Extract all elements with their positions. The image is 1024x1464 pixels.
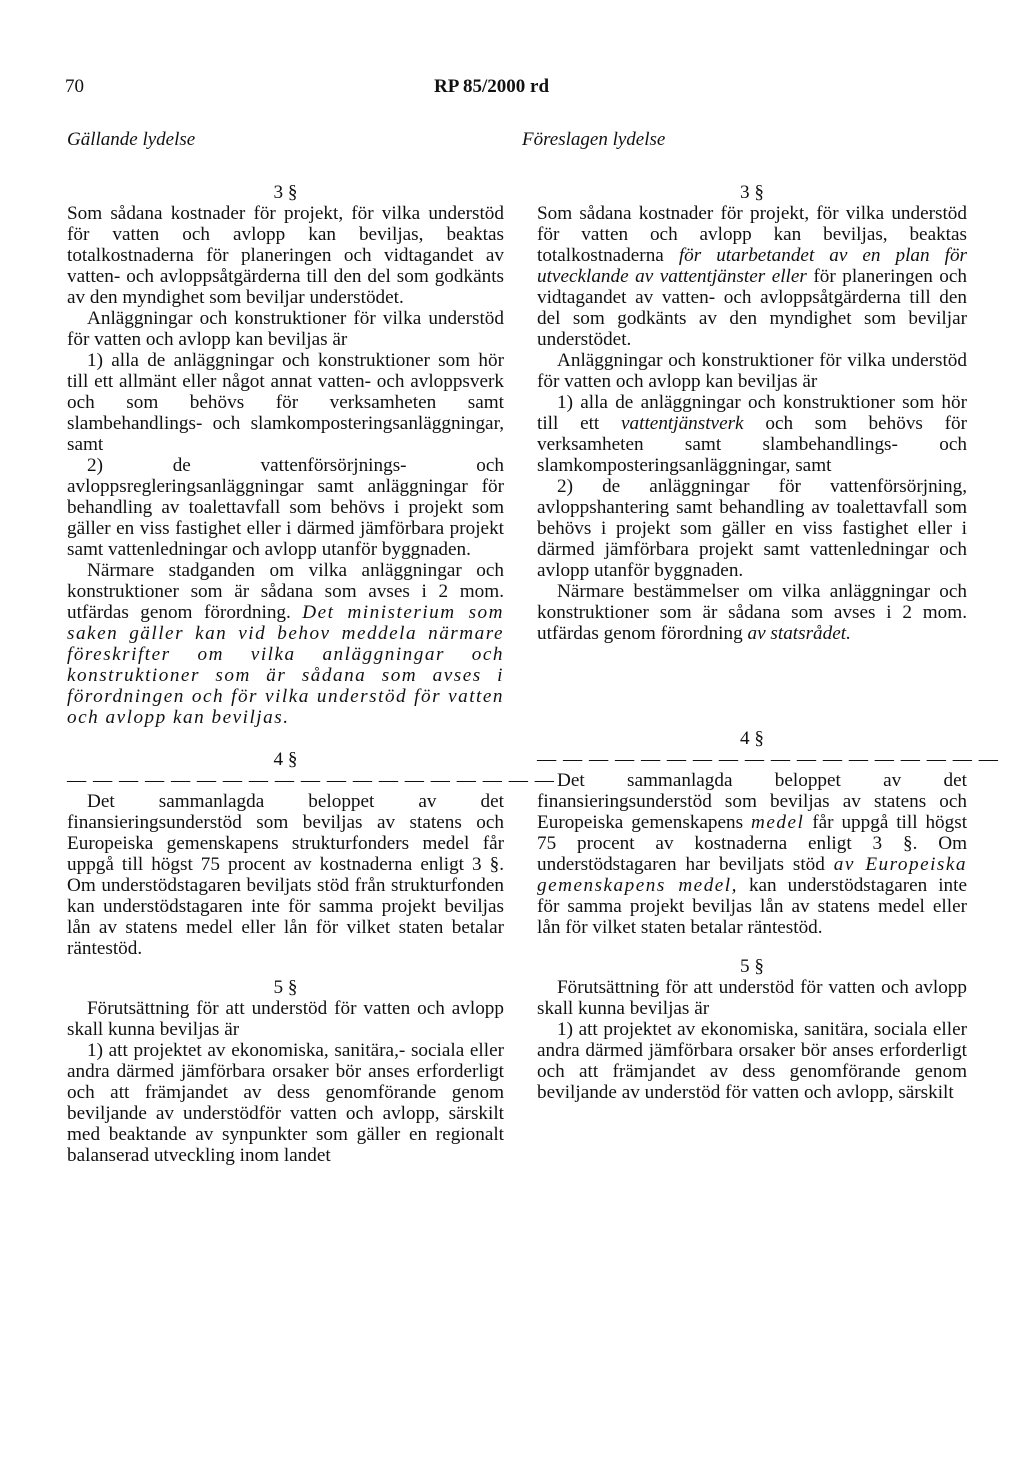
section-5-paragraph-1: Förutsättning för att understöd för vatten och avlopp skall kunna beviljas är bbox=[67, 998, 504, 1040]
section-3-paragraph-2: Anläggningar och konstruktioner för vilka understöd för vatten och avlopp kan beviljas är bbox=[67, 308, 504, 350]
section-5-item-1: 1) att projektet av ekonomiska, sanitära,- sociala eller andra därmed jämförbara orsaker bör anses erforderligt och att främjandet av dess genomförande genom beviljande av understödför vatten och avlopp, särskilt med beaktande av synpunkter som gäller en regionalt balanserad utveckling inom landet bbox=[67, 1040, 504, 1166]
section-3-item-2: 2) de anläggningar för vattenförsörjning, avloppshantering samt behandling av toalettavfall som behövs i projekt som gäller en viss fastighet eller i därmed jämförbara projekt samt vattenledningar och avlopp utanför byggnaden. bbox=[537, 476, 967, 581]
text-run: Som sådana kostnader för projekt, för vilka understöd för vatten och avlopp kan beviljas, beaktas totalkostnaderna bbox=[537, 203, 967, 266]
proposed-wording-column bbox=[537, 182, 999, 1103]
section-5-item-1: 1) att projektet av ekonomiska, sanitära, sociala eller andra därmed jämförbara orsaker bör anses erforderligt och att främjandet av dess genomförande genom beviljande av understöd för vatten och avlopp, särskilt bbox=[537, 1019, 967, 1103]
section-4-title: 4 § bbox=[740, 728, 764, 749]
running-head: RP 85/2000 rd bbox=[434, 76, 550, 97]
section-3-paragraph-3 bbox=[537, 581, 967, 644]
section-3-paragraph-3-italic: Det ministerium som saken gäller kan vid behov meddela närmare föreskrifter om vilka anläggningar och konstruktioner som är sådana som avses i förordningen och för vilka understöd för vatten och avlopp kan beviljas. bbox=[67, 602, 505, 728]
section-3-item-2: 2) de vattenförsörjnings- och avloppsregleringsanläggningar samt anläggningar för behandling av toalettavfall som behövs i projekt som gäller en viss fastighet eller i därmed jämförbara projekt samt vattenledningar och avlopp utanför byggnaden. bbox=[67, 455, 504, 560]
text-run: och som behövs för verksamheten samt slambehandlings- och slamkomposteringsanläggningar, samt bbox=[537, 413, 968, 476]
current-wording-heading: Gällande lydelse bbox=[67, 129, 196, 150]
section-3-paragraph-1: Som sådana kostnader för projekt, för vilka understöd för vatten och avlopp kan beviljas, beaktas totalkostnaderna för planeringen och vidtagandet av vatten- och avloppsåtgärderna till den del som godkänts av den myndighet som beviljar understödet. bbox=[67, 203, 504, 308]
italic-run: för utarbetandet av en plan för utvecklande av vattentjänster eller bbox=[537, 245, 968, 287]
section-3-title: 3 § bbox=[740, 182, 764, 203]
section-3-paragraph-2: Anläggningar och konstruktioner för vilka understöd för vatten och avlopp kan beviljas är bbox=[537, 350, 967, 392]
section-3-paragraph-1 bbox=[537, 203, 967, 350]
text-run: för planeringen och vidtagandet av vatten- och avloppsåtgärderna till den del som godkänts av den myndighet som beviljar understödet. bbox=[537, 266, 968, 350]
section-5-paragraph-1: Förutsättning för att understöd för vatten och avlopp skall kunna beviljas är bbox=[537, 977, 967, 1019]
italic-run: av statsrådet. bbox=[747, 623, 851, 644]
omission-dash-line: — — — — — — — — — — — — — — — — — — bbox=[537, 749, 999, 770]
text-run: Närmare bestämmelser om vilka anläggningar och konstruktioner som är sådana som avses i 2 mom. utfärdas genom förordning bbox=[537, 581, 967, 644]
italic-run: medel bbox=[751, 812, 805, 833]
section-4-paragraph-1 bbox=[537, 770, 967, 938]
section-3-item-1: 1) alla de anläggningar och konstruktioner som hör till ett allmänt eller något annat vatten- och avloppsverk och som behövs för verksamheten samt slambehandlings- och slamkomposteringsanläggningar, samt bbox=[67, 350, 504, 455]
section-5-title: 5 § bbox=[740, 956, 764, 977]
section-3-item-1 bbox=[537, 392, 967, 476]
section-4-paragraph-1: Det sammanlagda beloppet av det finansieringsunderstöd som beviljas av statens och Europeiska gemenskapens strukturfonders medel får uppgå till högst 75 procent av kostnaderna enligt 3 §. Om understödstagaren beviljats stöd från strukturfonden kan understödstagaren inte för samma projekt beviljas lån av statens medel eller lån för vilket staten betalar räntestöd. bbox=[67, 791, 504, 959]
italic-run: vattentjänstverk bbox=[621, 413, 744, 434]
page-number: 70 bbox=[65, 76, 84, 97]
text-run: får uppgå till högst 75 procent av kostnaderna enligt 3 §. Om understödstagaren har beviljats stöd bbox=[537, 812, 968, 875]
section-4-title: 4 § bbox=[273, 749, 298, 770]
text-run: kan understödstagaren inte för samma projekt beviljas lån av statens medel eller lån för vilket staten betalar räntestöd. bbox=[537, 875, 968, 938]
current-wording-column bbox=[67, 182, 555, 1166]
section-3-paragraph-3 bbox=[67, 560, 504, 728]
section-5-title: 5 § bbox=[273, 977, 298, 998]
proposed-wording-heading: Föreslagen lydelse bbox=[522, 129, 666, 150]
text-run: Det sammanlagda beloppet av det finansieringsunderstöd som beviljas av statens och Europeiska gemenskapens bbox=[537, 770, 967, 833]
text-run: 1) alla de anläggningar och konstruktioner som hör till ett bbox=[537, 392, 967, 434]
italic-run: av Europeiska gemenskapens medel, bbox=[537, 854, 967, 896]
section-3-title: 3 § bbox=[273, 182, 298, 203]
omission-dash-line: — — — — — — — — — — — — — — — — — — — bbox=[67, 770, 555, 791]
section-3-paragraph-3-text: Närmare stadganden om vilka anläggningar och konstruktioner som är sådana som avses i 2 mom. utfärdas genom förordning. bbox=[67, 560, 504, 623]
